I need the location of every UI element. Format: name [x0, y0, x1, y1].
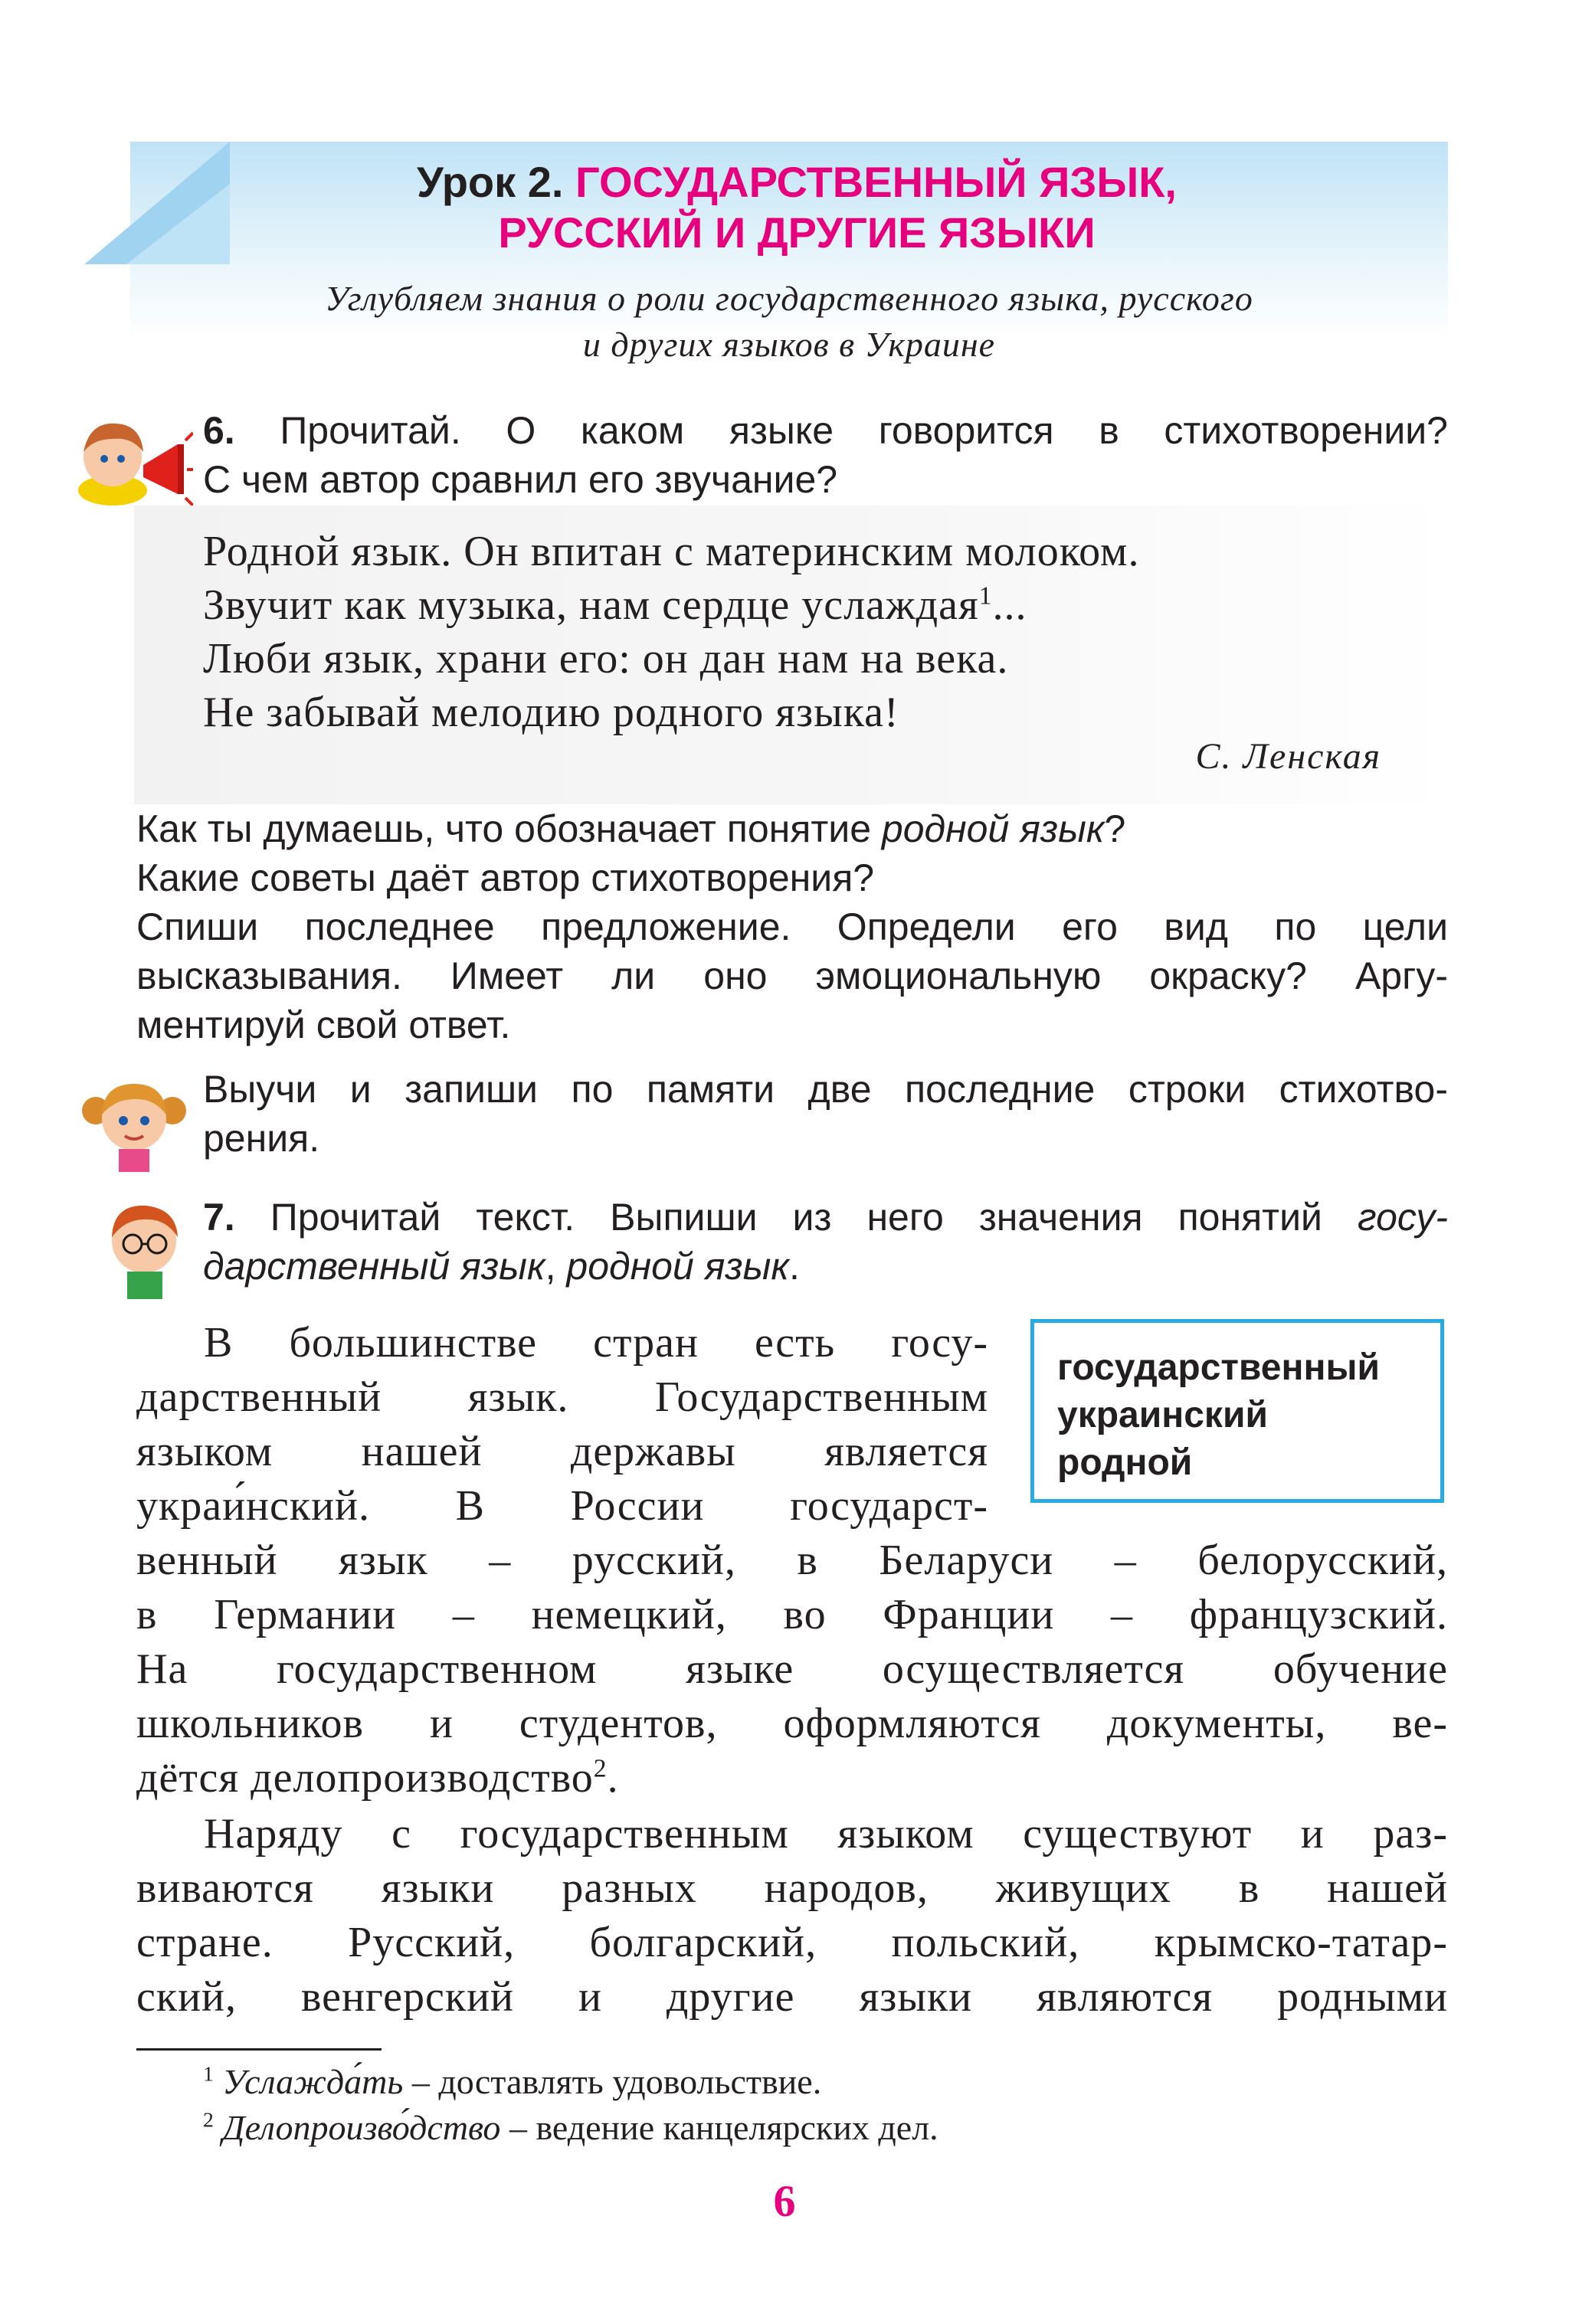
footnote-divider — [136, 2048, 382, 2051]
task-6-memorize: Выучи и запиши по памяти две последние строки стихотво- рения. — [203, 1068, 1448, 1160]
task-7-instruction: 7. Прочитай текст. Выпиши из него значения понятий госу- дарственный язык, родной язык. — [203, 1196, 1448, 1288]
footnote: $^2$ Делопроизво́дство – ведение канцелярских дел. — [203, 2107, 938, 2147]
word-box — [1030, 1319, 1444, 1503]
word-box-item: государственный — [1057, 1347, 1380, 1388]
girl-icon — [80, 1069, 188, 1176]
text-paragraph-2: Наряду с государственным языком существуют и раз- виваются языки разных народов, живущих в нашей стране. Русский, болгарский, польский, крымско-татар- ский, венгерский и другие языки являются родными — [136, 1810, 1448, 2021]
lesson-subtitle: Углубляем знания о роли государственного языка, русского и других языков в Украине — [325, 279, 1253, 364]
word-box-item: родной — [1057, 1442, 1193, 1483]
poem-line: Люби язык, храни его: он дан нам на века. — [203, 635, 1009, 682]
task-6-questions: Как ты думаешь, что обозначает понятие родной язык? Какие советы даёт автор стихотворения? Спиши последнее предложение. Определи его вид по цели высказывания. Имеет ли оно эмоциональную окраску? Аргу- ментируй свой ответ. — [136, 807, 1448, 1046]
task-number: 7. — [203, 1196, 235, 1239]
text-paragraph-1: венный язык – русский, в Беларуси – белорусский, в Германии – немецкий, во Франции – французский. На государственном языке осуществляется обучение школьников и студентов, оформляются документы, ве- дётся делопроизводство$^2$. — [136, 1537, 1448, 1802]
poem-author: С. Ленская — [1195, 736, 1381, 777]
poem-line: Звучит как музыка, нам сердце услаждая$^1$... — [203, 581, 1027, 629]
task-6-instruction: 6. Прочитай. О каком языке говорится в стихотворении? С чем автор сравнил его звучание? — [203, 409, 1448, 501]
text-paragraph-1-wrapped: В большинстве стран есть госу- дарственный язык. Государственным языком нашей державы является украи́нский. В России государст- — [136, 1319, 988, 1530]
read-aloud-icon — [70, 410, 193, 509]
task-number: 6. — [203, 409, 235, 452]
poem-line: Не забывай мелодию родного языка! — [203, 689, 899, 736]
footnote: $^1$ Услажда́ть – доставлять удовольствие. — [203, 2061, 822, 2101]
word-box-item: украинский — [1057, 1395, 1268, 1435]
boy-with-glasses-icon — [98, 1195, 190, 1302]
poem-line: Родной язык. Он впитан с материнским молоком. — [203, 528, 1140, 575]
page-number: 6 — [773, 2176, 796, 2226]
page-curl-icon — [80, 138, 234, 268]
footnotes — [203, 2059, 1429, 2151]
poem — [203, 525, 1444, 739]
lesson-title: Урок 2. ГОСУДАРСТВЕННЫЙ ЯЗЫК, РУССКИЙ И ДРУГИЕ ЯЗЫКИ — [417, 158, 1177, 257]
